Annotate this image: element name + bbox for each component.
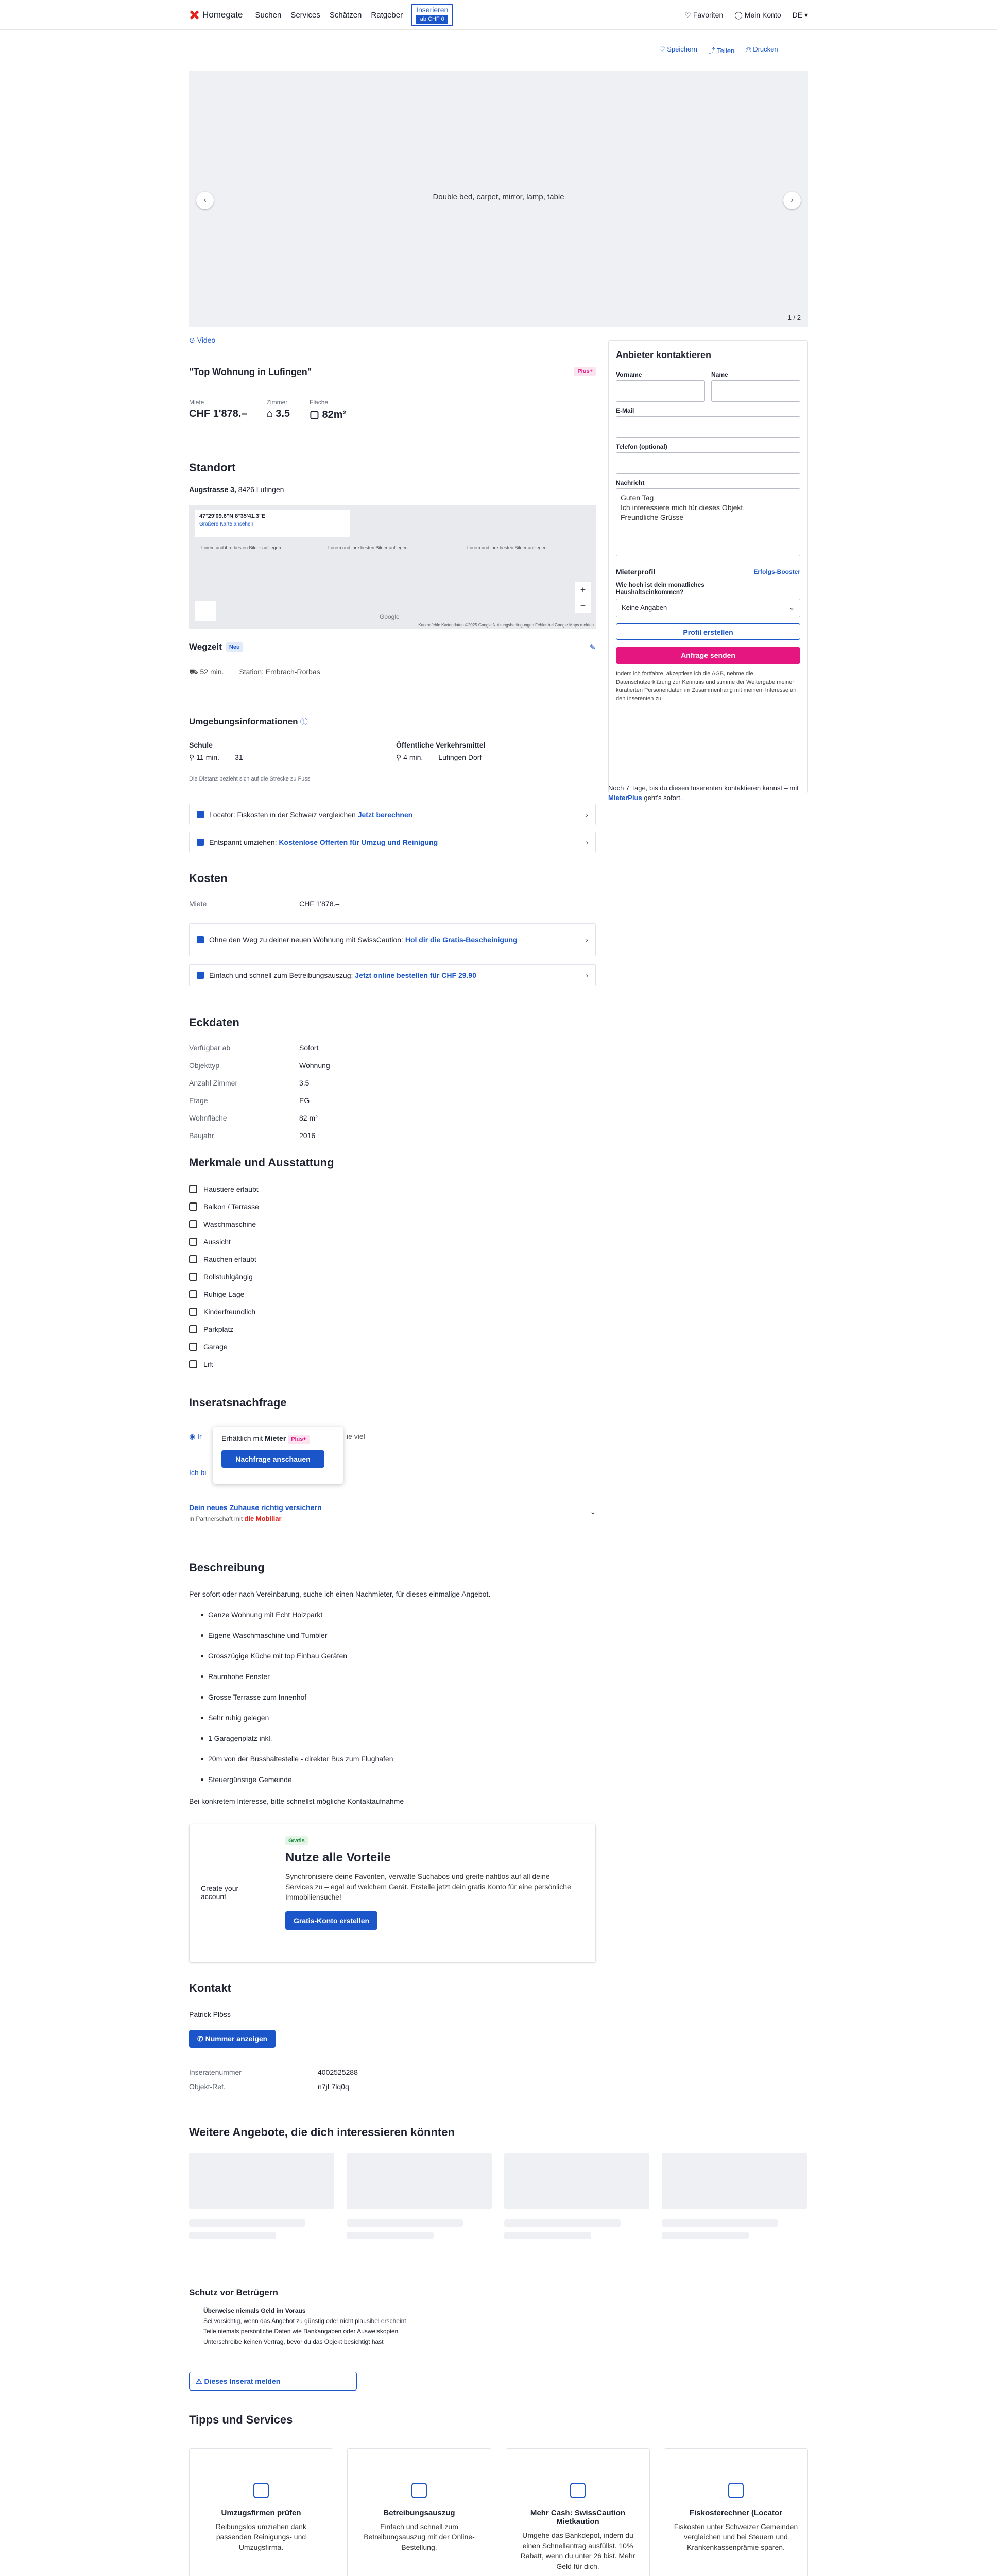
view-demand-button[interactable]: Nachfrage anschauen xyxy=(221,1450,324,1468)
firstname-input[interactable] xyxy=(616,380,705,402)
edit-commute-button[interactable] xyxy=(589,642,596,652)
nav-schaetzen[interactable]: Schätzen xyxy=(329,10,362,20)
send-request-button[interactable]: Anfrage senden xyxy=(616,647,800,664)
chevron-down-icon: ⌄ xyxy=(789,604,795,612)
description-bullet: Steuergünstige Gemeinde xyxy=(208,1775,292,1784)
insurance-row[interactable]: Dein neues Zuhause richtig versichern In Partnerschaft mit die Mobiliar ⌄ xyxy=(189,1503,596,1522)
account-link[interactable]: ◯ Mein Konto xyxy=(734,10,781,19)
google-logo: Google xyxy=(380,613,400,620)
chevron-right-icon: › xyxy=(586,810,588,819)
feature-item: Rollstuhlgängig xyxy=(189,1273,253,1281)
swisscaution-icon xyxy=(197,936,204,943)
key-facts: Miete CHF 1'878.– Zimmer ⌂ 3.5 Fläche ▢ 82m² xyxy=(189,399,347,420)
moving-box-icon xyxy=(253,2483,269,2498)
contact-note: Noch 7 Tage, bis du diesen Inserenten kontaktieren kannst – mit MieterPlus geht's sofort. xyxy=(608,784,799,802)
listing-id-row: Inseratenummer 4002525288 xyxy=(189,2068,358,2076)
demand-popup: Erhältlich mit Mieter Plus+ Nachfrage anschauen xyxy=(213,1427,343,1484)
map-info-box: 47°29'09.6"N 8°35'41.3"E Größere Karte ansehen xyxy=(195,510,350,537)
chevron-down-icon: ⌄ xyxy=(590,1507,596,1516)
map-icon xyxy=(728,2483,744,2498)
share-button[interactable]: ⤴ Teilen xyxy=(708,47,735,55)
demand-row: ◉ Ir ie viel xyxy=(189,1432,365,1440)
account-promo: Create your account Gratis Nutze alle Vorteile Synchronisiere deine Favoriten, verwalte Suchabos und greife nahtlos auf all deine Services zu – egal auf welchem Gerät. Erstelle jetzt dein gratis Konto für eine persönliche Immobiliensuche! Gratis-Konto erstellen xyxy=(189,1824,596,1963)
parking-icon xyxy=(189,1325,197,1333)
check-icon xyxy=(189,1255,197,1263)
area-value: 82m² xyxy=(322,409,347,420)
balcony-icon xyxy=(189,1202,197,1211)
commute-info: ⛟ 52 min. Station: Embrach-Rorbas xyxy=(189,668,320,676)
tip-card[interactable]: Umzugsfirmen prüfen Reibungslos umziehen dank passenden Reinigungs- und Umzugsfirma. xyxy=(189,2448,333,2576)
location-map[interactable]: 47°29'09.6"N 8°35'41.3"E Größere Karte ansehen Lorem und ihre besten Bilder aufliegen Lorem und ihre besten Bilder aufliegen Lorem und ihre besten Bilder aufliegen + − Google Kurzbefehle Kartendaten ©2025 Google Nutzungsbedingungen Fehler bei Google Maps melden xyxy=(189,505,596,629)
detail-row: Baujahr 2016 xyxy=(189,1131,316,1140)
report-listing-button[interactable]: ⚠ Dieses Inserat melden xyxy=(189,2372,357,2391)
description-bullet: Eigene Waschmaschine und Tumbler xyxy=(208,1631,328,1639)
document-icon xyxy=(411,2483,427,2498)
fraud-heading: Schutz vor Betrügern xyxy=(189,2287,278,2297)
pencil-icon: ✎ xyxy=(589,643,596,652)
demand-heading: Inseratsnachfrage xyxy=(189,1396,287,1409)
feature-item: Lift xyxy=(189,1360,213,1368)
new-badge: Neu xyxy=(226,642,243,652)
message-textarea[interactable]: Guten Tag Ich interessiere mich für dieses Objekt. Freundliche Grüsse xyxy=(616,488,800,556)
insert-button[interactable]: Inserieren ab CHF 0 xyxy=(411,4,453,26)
zoom-in-button[interactable]: + xyxy=(580,585,586,595)
shield-icon xyxy=(570,2483,586,2498)
costs-heading: Kosten xyxy=(189,872,228,885)
phone-icon: ✆ xyxy=(197,2035,205,2043)
walk-icon: ⚲ xyxy=(396,753,404,761)
description-heading: Beschreibung xyxy=(189,1561,265,1574)
lastname-input[interactable] xyxy=(711,380,800,402)
contact-name: Patrick Plöss xyxy=(189,2010,231,2019)
listing-title-row xyxy=(189,367,596,378)
object-ref-row: Objekt-Ref. n7jL7lq0q xyxy=(189,2082,349,2091)
debt-extract-row[interactable]: Einfach und schnell zum Betreibungsauszug: Jetzt online bestellen für CHF 29.90 › xyxy=(189,964,596,986)
print-button[interactable]: ⎙ Drucken xyxy=(746,45,778,53)
tip-card[interactable]: Betreibungsauszug Einfach und schnell zum Betreibungsauszug mit der Online-Bestellung. xyxy=(347,2448,491,2576)
create-account-button[interactable]: Gratis-Konto erstellen xyxy=(285,1911,377,1930)
description-bullet: Sehr ruhig gelegen xyxy=(208,1714,269,1722)
document-icon xyxy=(197,972,204,979)
free-badge: Gratis xyxy=(285,1836,308,1845)
feature-item: Ruhige Lage xyxy=(189,1290,244,1298)
locator-icon xyxy=(197,811,204,818)
description-bullet: 1 Garagenplatz inkl. xyxy=(208,1734,272,1742)
chevron-right-icon: › xyxy=(586,936,588,944)
share-icon: ⤴ xyxy=(708,47,717,55)
offer-card-placeholder[interactable] xyxy=(504,2153,649,2261)
zoom-out-button[interactable]: − xyxy=(580,600,586,611)
swisscaution-row[interactable]: Ohne den Weg zu deiner neuen Wohnung mit SwissCaution: Hol dir die Gratis-Bescheinigung › xyxy=(189,923,596,956)
image-gallery[interactable] xyxy=(189,71,808,327)
tip-card[interactable]: Fiskosterechner (Locator Fiskosten unter Schweizer Gemeinden vergleichen und bei Steuern und Krankenkassenprämie sparen. xyxy=(664,2448,808,2576)
description-bullet: Grosse Terrasse zum Innenhof xyxy=(208,1693,307,1701)
tips-heading: Tipps und Services xyxy=(189,2413,293,2426)
feature-item: Garage xyxy=(189,1343,228,1351)
nav-suchen[interactable]: Suchen xyxy=(255,10,282,20)
detail-row: Anzahl Zimmer 3.5 xyxy=(189,1079,310,1087)
address: Augstrasse 3, 8426 Lufingen xyxy=(189,485,284,494)
feature-item: Balkon / Terrasse xyxy=(189,1202,259,1211)
garage-icon xyxy=(189,1343,197,1351)
map-zoom-controls[interactable] xyxy=(575,582,591,613)
description-bullet: Grosszügige Küche mit top Einbau Geräten xyxy=(208,1652,348,1660)
contact-form: Anbieter kontaktieren Vorname Name E-Mail Telefon (optional) Nachricht Guten Tag Ich interessiere mich für dieses Objekt. Freundliche Grüsse Mieterprofil Erfolgs-Booster Wie hoch ist dein monatliches Haushaltseinkommen? Keine Angaben ⌄ Profil erstellen Anfrage senden Indem ich fortfahre, akzeptiere ich die AGB, nehme die Datenschutzerklärung zur Kenntnis und stimme der Weitergabe meiner kuratierten Personendaten im Zusammenhang mit meinem Interesse an den Inserenten zu. xyxy=(608,340,808,793)
location-heading: Standort xyxy=(189,461,236,474)
gallery-next-button[interactable] xyxy=(783,192,801,209)
print-icon: ⎙ xyxy=(746,45,753,53)
rooms-value: 3.5 xyxy=(276,408,290,419)
env-heading: Umgebungsinformationen ⓘ xyxy=(189,717,308,726)
tip-card[interactable]: Mehr Cash: SwissCaution Mietkaution Umgehe das Bankdepot, indem du einen Schnellantrag ausfüllst. 10% Rabatt, wenn du unter 26 bist. Mehr Geld für dich. xyxy=(506,2448,650,2576)
homegate-logo[interactable]: Homegate xyxy=(189,10,243,20)
feature-item: Haustiere erlaubt xyxy=(189,1185,259,1193)
mobiliar-logo: die Mobiliar xyxy=(244,1515,282,1522)
contact-heading: Kontakt xyxy=(189,1981,231,1994)
wheelchair-icon xyxy=(189,1273,197,1281)
feature-item: Parkplatz xyxy=(189,1325,233,1333)
listing-title: "Top Wohnung in Lufingen" xyxy=(189,367,312,377)
language-select[interactable]: DE ▾ xyxy=(792,10,808,19)
main-nav xyxy=(255,11,403,20)
detail-row: Etage EG xyxy=(189,1096,310,1105)
create-profile-button[interactable]: Profil erstellen xyxy=(616,623,800,640)
description-bullet: 20m von der Busshaltestelle - direkter Bus zum Flughafen xyxy=(208,1755,393,1763)
train-icon: ⛟ xyxy=(189,668,200,676)
cost-rent-row: Miete CHF 1'878.– xyxy=(189,900,340,908)
logo-icon xyxy=(189,10,199,20)
favorites-link[interactable]: ♡ Favoriten xyxy=(684,10,724,19)
rooms-icon: ⌂ xyxy=(266,408,276,419)
user-icon: ◯ xyxy=(734,10,745,19)
feature-item: Rauchen erlaubt xyxy=(189,1255,256,1263)
pet-icon xyxy=(189,1185,197,1193)
detail-row: Wohnfläche 82 m² xyxy=(189,1114,318,1122)
offer-card-placeholder[interactable] xyxy=(662,2153,807,2261)
quiet-icon xyxy=(189,1290,197,1298)
chevron-right-icon: › xyxy=(586,971,588,979)
commute-section: Wegzeit Neu ✎ xyxy=(189,642,596,652)
save-button[interactable]: ♡ Speichern xyxy=(659,45,697,53)
warning-icon: ⚠ xyxy=(196,2377,204,2385)
description-bullet: Raumhohe Fenster xyxy=(208,1672,270,1681)
features-heading: Merkmale und Ausstattung xyxy=(189,1156,334,1169)
phone-input[interactable] xyxy=(616,452,800,474)
chevron-left-icon: ‹ xyxy=(203,196,207,205)
detail-row: Objekttyp Wohnung xyxy=(189,1061,330,1070)
moving-row[interactable]: Entspannt umziehen: Kostenlose Offerten für Umzug und Reinigung › xyxy=(189,832,596,853)
view-icon xyxy=(189,1238,197,1246)
share-bar xyxy=(659,45,778,55)
chevron-right-icon: › xyxy=(586,838,588,846)
nav-services[interactable]: Services xyxy=(290,10,320,20)
moving-icon xyxy=(197,839,204,846)
heart-icon: ♡ xyxy=(659,45,667,53)
feature-item: Aussicht xyxy=(189,1238,231,1246)
description-bullet: Ganze Wohnung mit Echt Holzparkt xyxy=(208,1611,323,1619)
elevator-icon xyxy=(189,1360,197,1368)
play-icon: ⊙ xyxy=(189,336,197,344)
feature-item: Kinderfreundlich xyxy=(189,1308,255,1316)
walk-icon: ⚲ xyxy=(189,753,197,761)
plus-badge: Plus+ xyxy=(574,367,596,376)
child-icon xyxy=(189,1308,197,1316)
gallery-counter: 1 / 2 xyxy=(787,314,801,321)
offer-card-placeholder[interactable] xyxy=(347,2153,492,2261)
gallery-image-alt: Double bed, carpet, mirror, lamp, table xyxy=(433,193,564,201)
offer-card-placeholder[interactable] xyxy=(189,2153,334,2261)
income-select[interactable]: Keine Angaben ⌄ xyxy=(616,599,800,617)
area-icon: ▢ xyxy=(310,409,322,420)
locator-row[interactable]: Locator: Fiskosten in der Schweiz vergleichen Jetzt berechnen › xyxy=(189,804,596,825)
nav-ratgeber[interactable]: Ratgeber xyxy=(371,10,403,20)
header xyxy=(0,0,997,30)
heart-icon: ♡ xyxy=(684,10,693,19)
rent-value: CHF 1'878.– xyxy=(189,408,247,419)
more-offers-heading: Weitere Angebote, die dich interessieren könnten xyxy=(189,2126,455,2139)
gallery-prev-button[interactable] xyxy=(196,192,214,209)
video-link[interactable]: ⊙ Video xyxy=(189,336,216,344)
chevron-right-icon: › xyxy=(790,196,794,205)
detail-row: Verfügbar ab Sofort xyxy=(189,1044,319,1052)
eye-icon: ◉ xyxy=(189,1432,198,1440)
success-booster-link[interactable]: Erfolgs-Booster xyxy=(753,568,800,575)
show-number-button[interactable]: ✆ Nummer anzeigen xyxy=(189,2030,276,2048)
map-layer-button[interactable] xyxy=(195,601,216,621)
email-input[interactable] xyxy=(616,416,800,438)
info-icon[interactable]: ⓘ xyxy=(300,718,308,726)
washing-machine-icon xyxy=(189,1220,197,1228)
feature-item: Waschmaschine xyxy=(189,1220,256,1228)
map-larger-link[interactable]: Größere Karte ansehen xyxy=(199,521,254,527)
details-heading: Eckdaten xyxy=(189,1016,239,1029)
